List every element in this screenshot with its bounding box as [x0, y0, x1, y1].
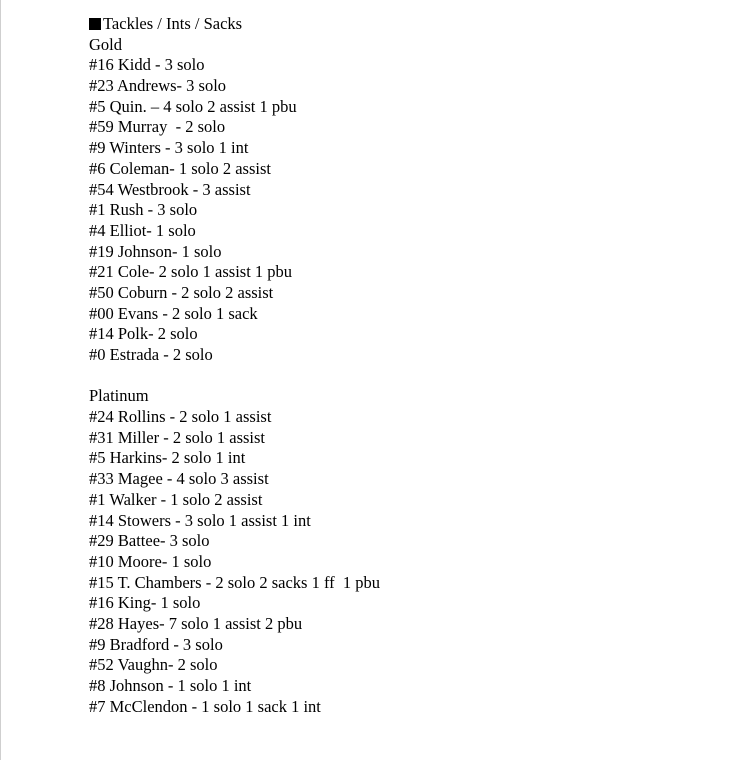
player-line: #9 Winters - 3 solo 1 int — [89, 138, 249, 158]
team-name: Platinum — [89, 386, 149, 406]
player-line: #14 Stowers - 3 solo 1 assist 1 int — [89, 510, 311, 530]
player-line: #7 McClendon - 1 solo 1 sack 1 int — [89, 696, 321, 716]
team-name: Gold — [89, 34, 122, 54]
stats-document — [89, 14, 380, 717]
player-line: #23 Andrews- 3 solo — [89, 76, 227, 96]
player-line: #00 Evans - 2 solo 1 sack — [89, 303, 258, 323]
player-line: #31 Miller - 2 solo 1 assist — [89, 427, 265, 447]
square-bullet-icon — [89, 18, 101, 30]
team-section-gold — [89, 35, 380, 366]
player-line: #14 Polk- 2 solo — [89, 324, 198, 344]
player-line: #16 Kidd - 3 solo — [89, 55, 205, 75]
page-edge — [0, 0, 1, 760]
player-line: #33 Magee - 4 solo 3 assist — [89, 469, 269, 489]
team-section-platinum — [89, 386, 380, 717]
player-line: #52 Vaughn- 2 solo — [89, 655, 218, 675]
player-line: #1 Walker - 1 solo 2 assist — [89, 489, 263, 509]
player-line: #9 Bradford - 3 solo — [89, 634, 223, 654]
player-line: #10 Moore- 1 solo — [89, 551, 212, 571]
player-line: #29 Battee- 3 solo — [89, 531, 210, 551]
player-line: #59 Murray - 2 solo — [89, 117, 226, 137]
player-line: #8 Johnson - 1 solo 1 int — [89, 676, 252, 695]
player-line: #0 Estrada - 2 solo — [89, 345, 213, 364]
player-line: #6 Coleman- 1 solo 2 assist — [89, 158, 271, 178]
player-line: #5 Harkins- 2 solo 1 int — [89, 448, 246, 468]
player-line: #24 Rollins - 2 solo 1 assist — [89, 407, 272, 427]
section-spacer — [89, 366, 380, 387]
player-line: #5 Quin. – 4 solo 2 assist 1 pbu — [89, 96, 297, 116]
player-line: #19 Johnson- 1 solo — [89, 241, 222, 261]
heading-text: Tackles / Ints / Sacks — [103, 14, 243, 33]
player-line: #54 Westbrook - 3 assist — [89, 179, 251, 199]
player-line: #15 T. Chambers - 2 solo 2 sacks 1 ff 1 pbu — [89, 572, 381, 592]
player-line: #4 Elliot- 1 solo — [89, 220, 196, 240]
player-line: #1 Rush - 3 solo — [89, 200, 198, 220]
player-line: #50 Coburn - 2 solo 2 assist — [89, 282, 274, 302]
player-line: #21 Cole- 2 solo 1 assist 1 pbu — [89, 262, 293, 282]
player-line: #28 Hayes- 7 solo 1 assist 2 pbu — [89, 613, 303, 633]
player-line: #16 King- 1 solo — [89, 593, 201, 613]
document-heading — [89, 14, 380, 35]
